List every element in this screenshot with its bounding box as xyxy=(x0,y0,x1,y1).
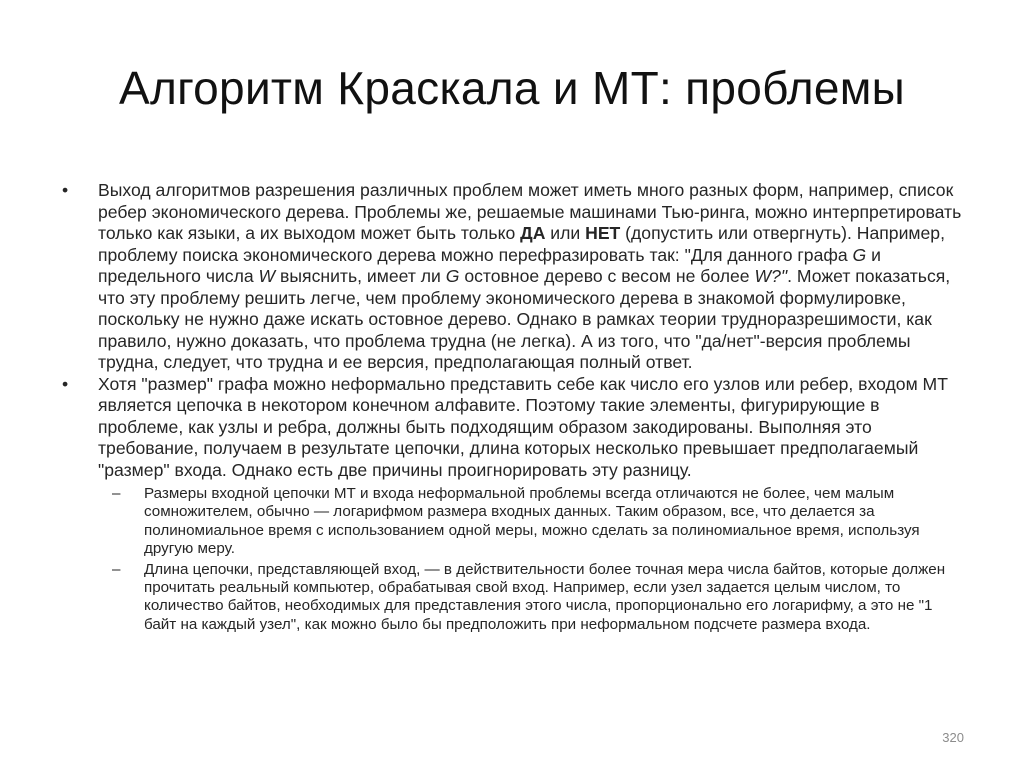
slide-title: Алгоритм Краскала и МТ: проблемы xyxy=(118,62,906,114)
text-run: выяснить, имеет ли xyxy=(275,266,446,286)
text-run: . Может показаться, что эту проблему решить легче, чем проблему экономического дерева в знакомой формулировке, поскольку не нужно даже искать остовное дерево. Однако в рамках теории трудноразрешимости, как правило, нужно доказать, что проблема трудна (не легка). А из того, что "да/нет"-версия проблемы трудна, следует, что трудна и ее версия, предполагающая полный ответ. xyxy=(98,266,951,372)
italic-run: W?" xyxy=(754,266,788,286)
bullet-item-1 xyxy=(62,180,962,374)
sub-bullet-list xyxy=(62,485,962,634)
page-number: 320 xyxy=(942,730,964,745)
text-run: и предельного числа xyxy=(98,244,881,286)
text-run: (допустить или отвергнуть). Например, проблему поиска экономического дерева можно перефразировать так: "Для данного графа xyxy=(98,223,945,265)
bullet-2-text: Хотя "размер" графа можно неформально представить себе как число его узлов или ребер, входом МТ является цепочка в некотором конечном алфавите. Поэтому такие элементы, фигурирующие в проблеме, как узлы и ребра, должны быть подходящим образом закодированы. Выполняя это требование, получаем в результате цепочки, длина которых несколько превышает предполагаемый "размер" входа. Однако есть две причины проигнорировать эту разницу. xyxy=(98,373,948,480)
italic-run: G xyxy=(852,244,867,265)
sub-bullet-1-text: Размеры входной цепочки МТ и входа неформальной проблемы всегда отличаются не более, чем малым сомножителем, обычно — логарифмом размера входных данных. Таким образом, все, что делается за полиномиальное время с использованием одной меры, можно сделать за полиномиальное время, используя другую меру. xyxy=(144,485,920,558)
italic-run: G xyxy=(445,266,460,286)
bullet-item-2 xyxy=(62,374,962,482)
italic-run: W xyxy=(258,266,276,286)
text-run: Выход алгоритмов разрешения различных проблем может иметь много разных форм, например, список ребер экономического дерева. Проблемы же, решаемые машинами Тью-ринга, можно интерпретировать только как языки, а их выходом может быть только xyxy=(98,180,962,243)
sub-bullet-marker: – xyxy=(112,560,121,578)
sub-bullet-item-2 xyxy=(62,561,962,635)
bold-run: ДА xyxy=(520,223,546,243)
text-run: или xyxy=(545,223,586,243)
bullet-marker: • xyxy=(62,180,69,200)
sub-bullet-marker: – xyxy=(112,485,121,502)
sub-bullet-item-1 xyxy=(62,485,962,559)
bold-run: НЕТ xyxy=(585,223,621,243)
bullet-marker: • xyxy=(62,373,69,394)
bullet-1-text xyxy=(98,180,961,372)
text-run: остовное дерево с весом не более xyxy=(459,266,755,286)
sub-bullet-2-text: Длина цепочки, представляющей вход, — в действительности более точная мера числа байтов, которые должен прочитать реальный компьютер, обрабатывая свой вход. Например, если узел задается целым числом, то количество байтов, необходимых для представления этого числа, пропорционально его логарифму, а это не "1 байт на каждый узел", как можно было бы предположить при неформальном подсчете размера входа. xyxy=(144,560,946,633)
slide-content xyxy=(62,180,962,636)
